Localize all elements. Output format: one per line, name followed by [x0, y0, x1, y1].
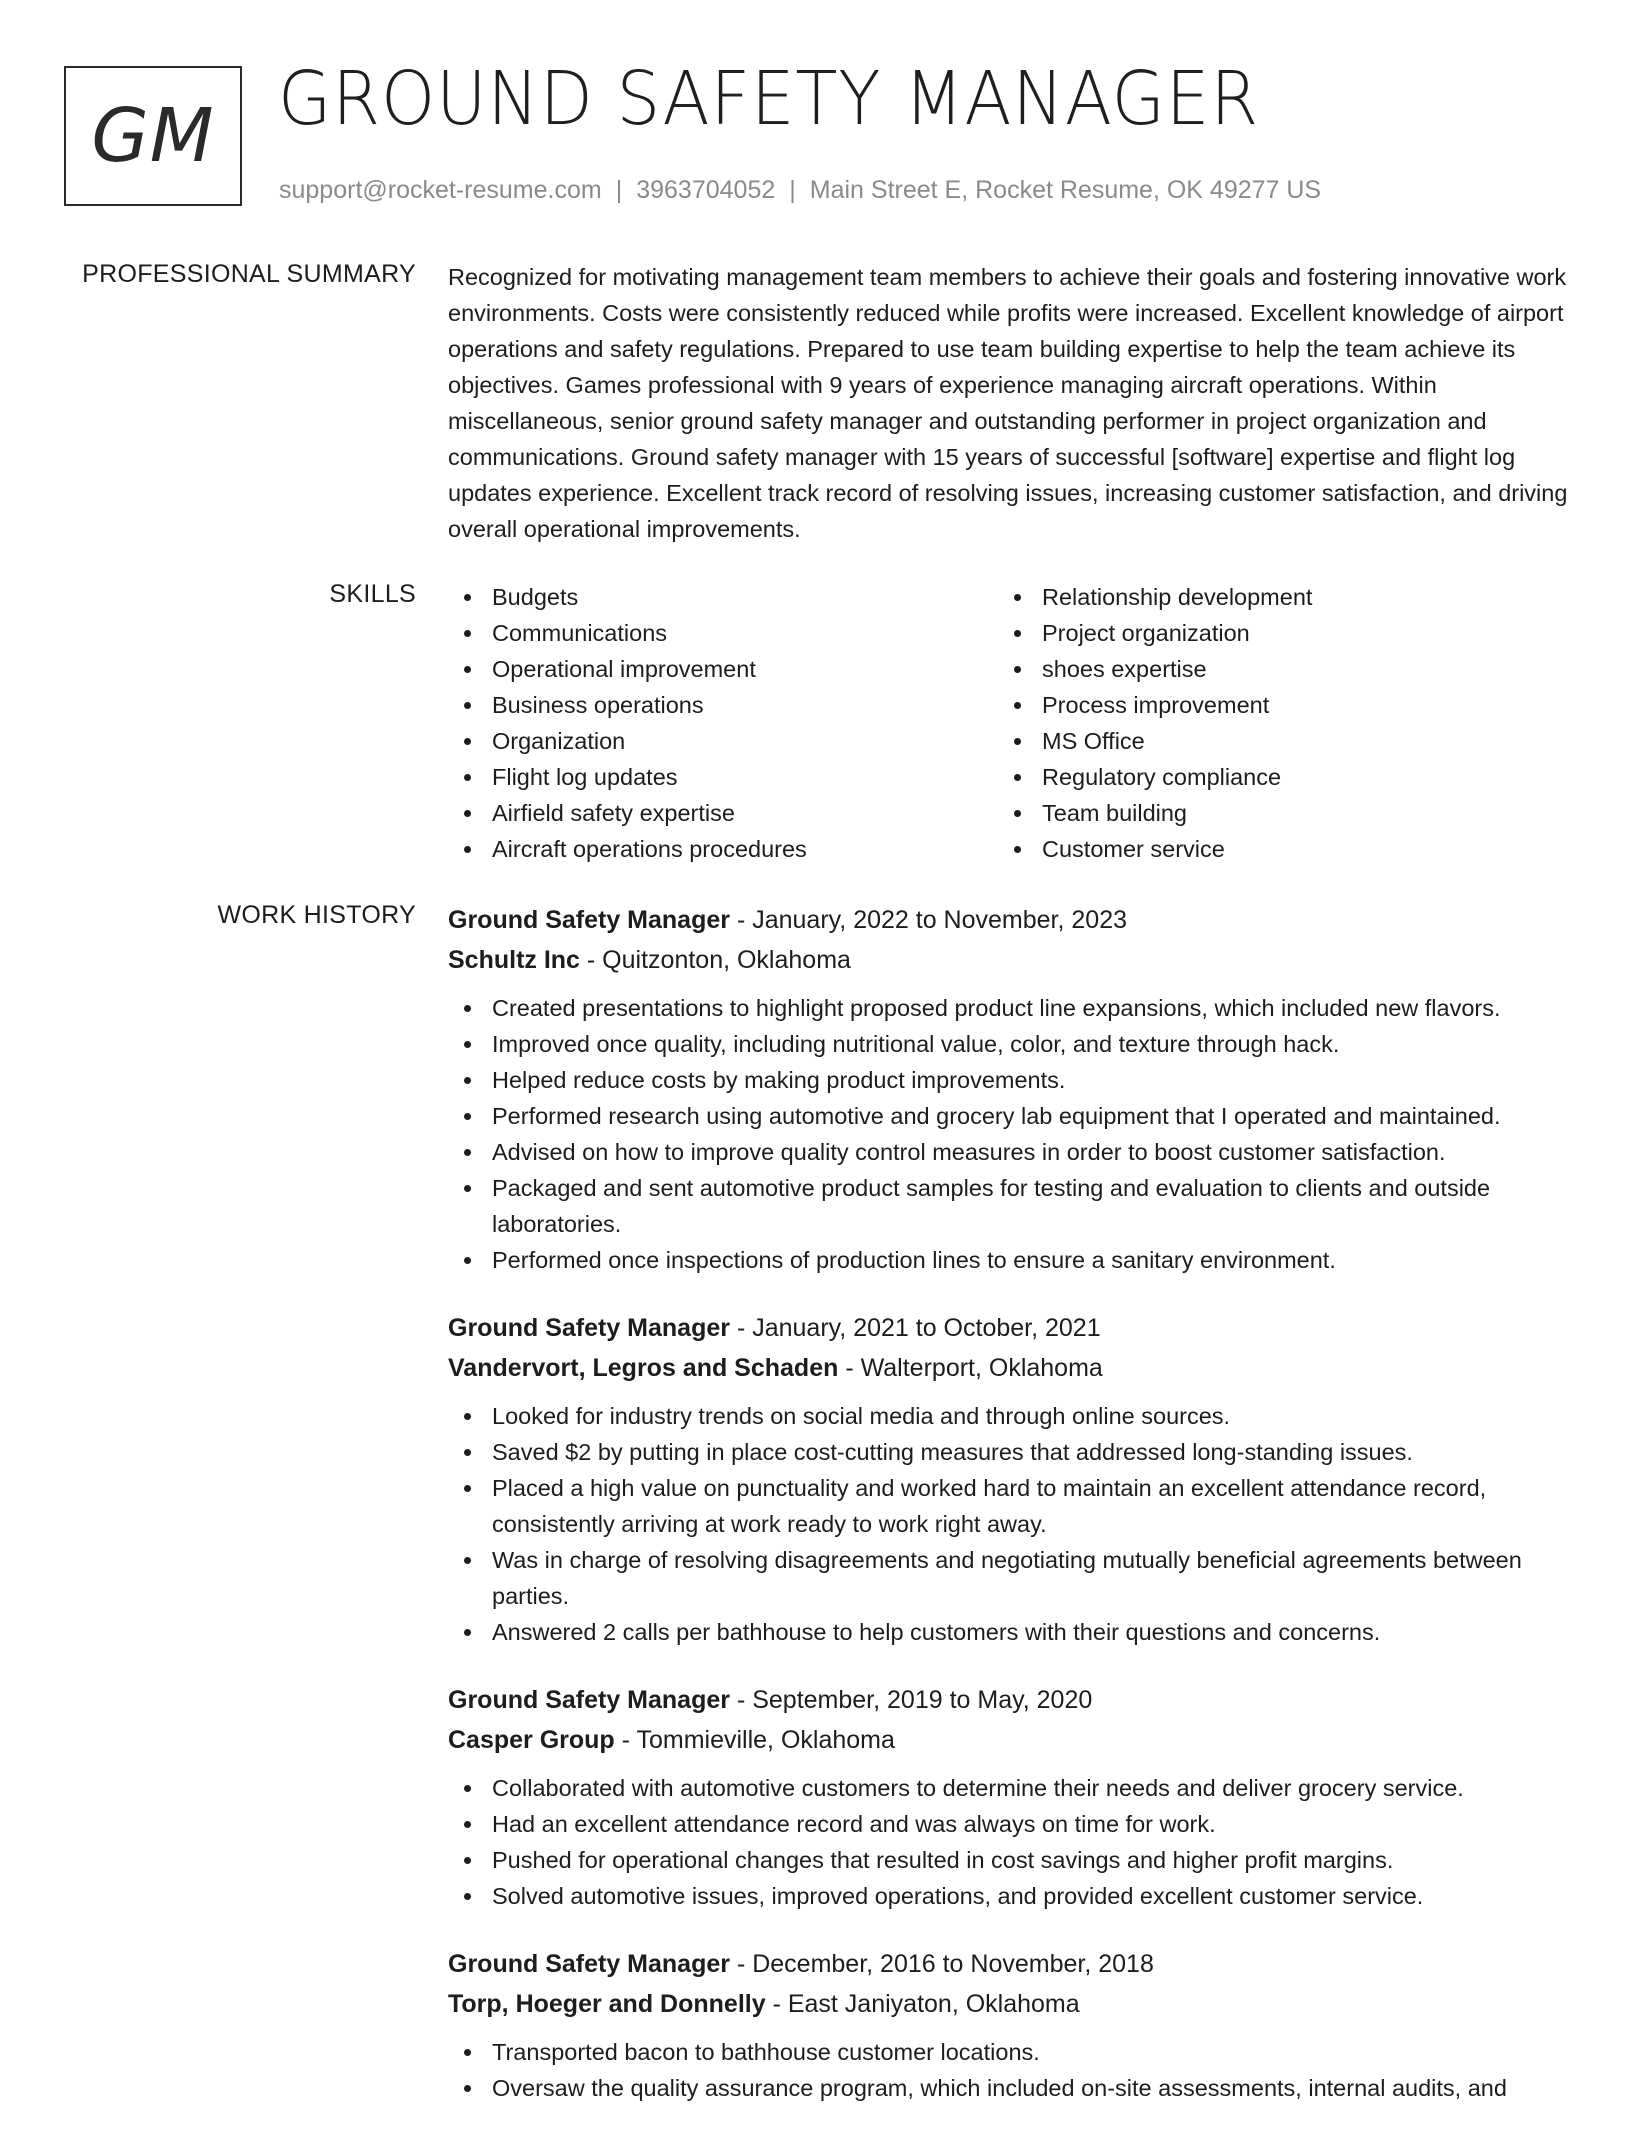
job-entry [448, 1944, 1568, 2106]
job-bullet: Saved $2 by putting in place cost-cutting measures that addressed long-standing issues. [448, 1434, 1568, 1470]
job-bullet: Oversaw the quality assurance program, which included on-site assessments, internal audits, and [448, 2070, 1568, 2106]
job-bullet: Was in charge of resolving disagreements and negotiating mutually beneficial agreements between parties. [448, 1542, 1568, 1614]
job-company: Torp, Hoeger and Donnelly [448, 1990, 766, 2018]
skill-item: Business operations [448, 687, 998, 723]
job-company: Casper Group [448, 1726, 615, 1754]
job-company-line [448, 940, 1568, 980]
job-bullet: Performed research using automotive and grocery lab equipment that I operated and maintained. [448, 1098, 1568, 1134]
job-bullet: Answered 2 calls per bathhouse to help customers with their questions and concerns. [448, 1614, 1568, 1650]
job-title-line [448, 1308, 1568, 1348]
contact-separator: | [615, 176, 623, 204]
skill-item: Aircraft operations procedures [448, 831, 998, 867]
job-entry [448, 1680, 1568, 1914]
job-bullet: Advised on how to improve quality control measures in order to boost customer satisfaction. [448, 1134, 1568, 1170]
monogram-box [64, 66, 242, 206]
skills-list-left [448, 579, 998, 867]
job-dates: - January, 2021 to October, 2021 [730, 1314, 1101, 1342]
skills-section [448, 579, 1568, 867]
job-title: Ground Safety Manager [448, 906, 730, 934]
skill-item: Project organization [998, 615, 1548, 651]
job-bullet: Improved once quality, including nutritional value, color, and texture through hack. [448, 1026, 1568, 1062]
job-bullet: Collaborated with automotive customers to determine their needs and deliver grocery service. [448, 1770, 1568, 1806]
skill-item: shoes expertise [998, 651, 1548, 687]
job-title-line [448, 1680, 1568, 1720]
job-company-line [448, 1348, 1568, 1388]
job-company: Vandervort, Legros and Schaden [448, 1354, 839, 1382]
job-company: Schultz Inc [448, 946, 580, 974]
job-bullet: Looked for industry trends on social media and through online sources. [448, 1398, 1568, 1434]
job-dates: - January, 2022 to November, 2023 [730, 906, 1127, 934]
work-history-section [448, 900, 1568, 2136]
job-bullet: Packaged and sent automotive product samples for testing and evaluation to clients and outside laboratories. [448, 1170, 1568, 1242]
contact-email: support@rocket-resume.com [279, 176, 602, 204]
work-history-heading: WORK HISTORY [217, 901, 416, 929]
skill-item: Relationship development [998, 579, 1548, 615]
job-bullets [448, 2034, 1568, 2106]
contact-separator: | [789, 176, 796, 204]
skill-item: Operational improvement [448, 651, 998, 687]
contact-address: Main Street E, Rocket Resume, OK 49277 US [809, 176, 1322, 204]
job-dates: - December, 2016 to November, 2018 [730, 1950, 1154, 1978]
contact-phone: 3963704052 [636, 176, 776, 204]
contact-line [279, 176, 1321, 205]
job-title-line [448, 900, 1568, 940]
skill-item: MS Office [998, 723, 1548, 759]
job-company-line [448, 1720, 1568, 1760]
job-bullet: Had an excellent attendance record and was always on time for work. [448, 1806, 1568, 1842]
job-entry [448, 1308, 1568, 1650]
skill-item: Budgets [448, 579, 998, 615]
skill-item: Customer service [998, 831, 1548, 867]
job-company-line [448, 1984, 1568, 2024]
job-title: Ground Safety Manager [448, 1950, 730, 1978]
skill-item: Airfield safety expertise [448, 795, 998, 831]
job-location: - Walterport, Oklahoma [838, 1354, 1103, 1382]
job-bullet: Solved automotive issues, improved operations, and provided excellent customer service. [448, 1878, 1568, 1914]
page-title: GROUND SAFETY MANAGER [278, 56, 1260, 142]
skill-item: Team building [998, 795, 1548, 831]
skill-item: Flight log updates [448, 759, 998, 795]
skills-grid [448, 579, 1568, 867]
summary-section [448, 259, 1568, 547]
job-bullet: Helped reduce costs by making product improvements. [448, 1062, 1568, 1098]
job-dates: - September, 2019 to May, 2020 [730, 1686, 1093, 1714]
skill-item: Communications [448, 615, 998, 651]
job-bullet: Performed once inspections of production lines to ensure a sanitary environment. [448, 1242, 1568, 1278]
job-bullet: Placed a high value on punctuality and worked hard to maintain an excellent attendance record, consistently arriving at work ready to work right away. [448, 1470, 1568, 1542]
job-title: Ground Safety Manager [448, 1686, 730, 1714]
summary-text: Recognized for motivating management team members to achieve their goals and fostering innovative work environments. Costs were consistently reduced while profits were increased. Excellent knowledge of airport operations and safety regulations. Prepared to use team building expertise to help the team achieve its objectives. Games professional with 9 years of experience managing aircraft operations. Within miscellaneous, senior ground safety manager and outstanding performer in project organization and communications. Ground safety manager with 15 years of successful [software] expertise and flight log updates experience. Excellent track record of resolving issues, increasing customer satisfaction, and driving overall operational improvements. [448, 264, 1568, 542]
job-bullets [448, 1770, 1568, 1914]
summary-heading: PROFESSIONAL SUMMARY [82, 260, 416, 288]
job-title: Ground Safety Manager [448, 1314, 730, 1342]
job-location: - Quitzonton, Oklahoma [579, 946, 851, 974]
skills-list-right [998, 579, 1548, 867]
skill-item: Regulatory compliance [998, 759, 1548, 795]
job-entry [448, 900, 1568, 1278]
job-location: - East Janiyaton, Oklahoma [765, 1990, 1080, 2018]
job-title-line [448, 1944, 1568, 1984]
skill-item: Organization [448, 723, 998, 759]
job-bullet: Created presentations to highlight proposed product line expansions, which included new flavors. [448, 990, 1568, 1026]
skill-item: Process improvement [998, 687, 1548, 723]
job-bullets [448, 990, 1568, 1278]
job-location: - Tommieville, Oklahoma [614, 1726, 895, 1754]
monogram-initials: GM [91, 93, 215, 179]
skills-heading: SKILLS [329, 580, 416, 608]
job-bullet: Transported bacon to bathhouse customer locations. [448, 2034, 1568, 2070]
job-bullet: Pushed for operational changes that resulted in cost savings and higher profit margins. [448, 1842, 1568, 1878]
job-bullets [448, 1398, 1568, 1650]
